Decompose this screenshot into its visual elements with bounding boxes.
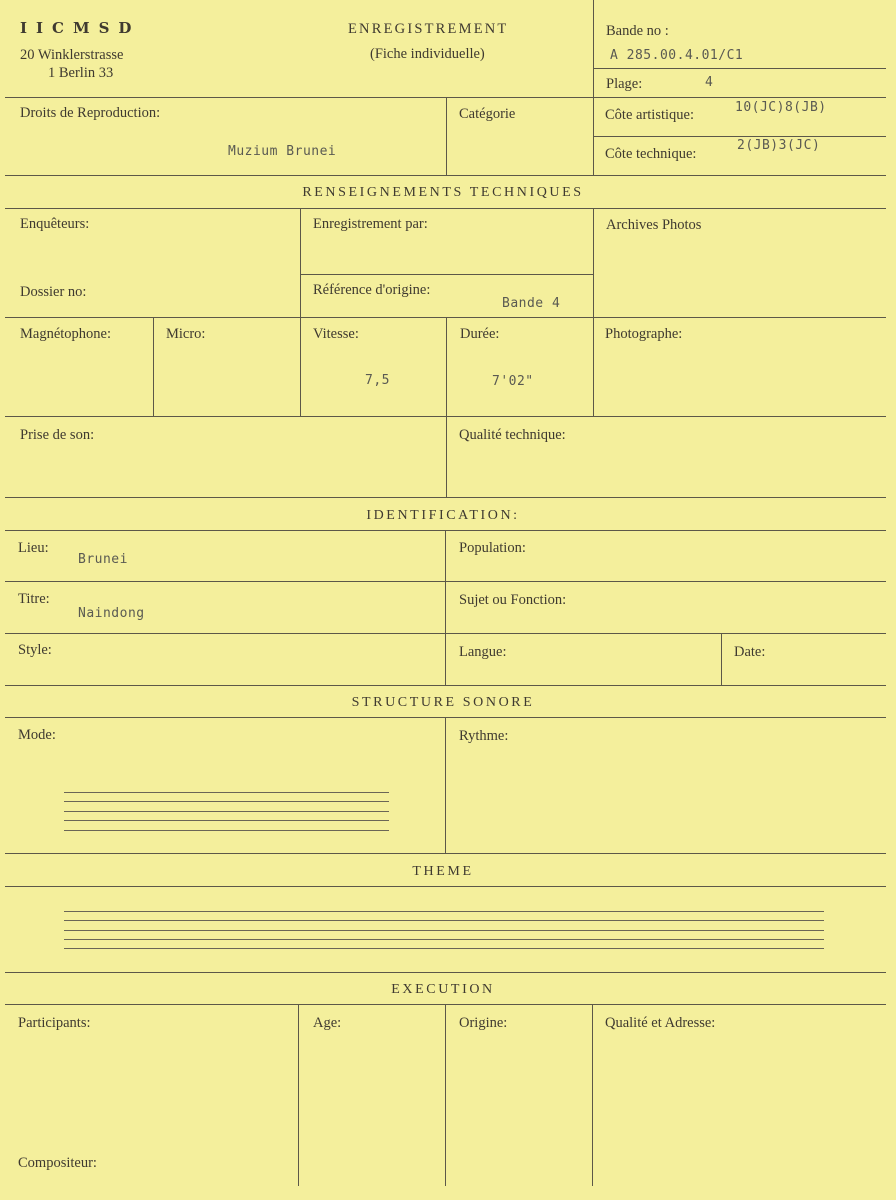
divider [5,581,886,582]
divider [445,1004,446,1186]
divider [593,136,886,137]
population-label: Population: [459,540,526,556]
divider [5,497,886,498]
ruled-line [64,820,389,821]
address-line-2: 1 Berlin 33 [48,65,114,81]
date-label: Date: [734,644,766,660]
org-logo: IICMSD [20,19,141,37]
divider [721,633,722,686]
qualite-adresse-label: Qualité et Adresse: [605,1015,716,1031]
droits-value: Muzium Brunei [228,144,337,159]
divider [5,175,886,176]
divider [5,685,886,686]
ruled-line [64,920,824,921]
rythme-label: Rythme: [459,728,509,744]
divider [593,208,594,417]
enregistrement-par-label: Enregistrement par: [313,216,428,232]
langue-label: Langue: [459,644,507,660]
reference-value: Bande 4 [502,296,561,311]
ruled-line [64,930,824,931]
divider [592,1004,593,1186]
form-subtitle: (Fiche individuelle) [370,46,485,62]
divider [5,416,886,417]
divider [300,208,301,417]
section-execution-heading: EXECUTION [391,982,495,997]
duree-value: 7'02" [492,374,534,389]
section-identification-heading: IDENTIFICATION: [366,508,520,523]
divider [593,0,594,98]
divider [5,972,886,973]
ruled-line [64,792,389,793]
magnetophone-label: Magnétophone: [20,326,112,342]
cote-artistique-value: 10(JC)8(JB) [735,100,827,115]
divider [300,274,593,275]
micro-label: Micro: [166,326,206,342]
reference-label: Référence d'origine: [313,282,431,298]
prise-de-son-label: Prise de son: [20,427,95,443]
divider [5,208,886,209]
divider [5,853,886,854]
divider [298,1004,299,1186]
divider [445,530,446,686]
participants-label: Participants: [18,1015,91,1031]
divider [5,886,886,887]
categorie-label: Catégorie [459,106,516,122]
dossier-label: Dossier no: [20,284,87,300]
section-theme-heading: THEME [412,864,474,879]
section-structure-heading: STRUCTURE SONORE [351,695,535,710]
titre-label: Titre: [18,591,50,607]
divider [445,717,446,854]
vitesse-value: 7,5 [365,373,390,388]
archives-label: Archives Photos [606,217,702,233]
vitesse-label: Vitesse: [313,326,359,342]
titre-value: Naindong [78,606,145,621]
divider [593,68,886,69]
divider [5,633,886,634]
style-label: Style: [18,642,52,658]
ruled-line [64,948,824,949]
bande-label: Bande no : [606,23,669,39]
age-label: Age: [313,1015,342,1031]
mode-label: Mode: [18,727,56,743]
lieu-value: Brunei [78,552,128,567]
cote-artistique-label: Côte artistique: [605,107,694,123]
bande-value: A 285.00.4.01/C1 [610,48,744,63]
lieu-label: Lieu: [18,540,49,556]
ruled-line [64,801,389,802]
plage-label: Plage: [606,76,643,92]
ruled-line [64,939,824,940]
address-line-1: 20 Winklerstrasse [20,47,124,63]
duree-label: Durée: [460,326,500,342]
ruled-line [64,830,389,831]
origine-label: Origine: [459,1015,508,1031]
compositeur-label: Compositeur: [18,1155,97,1171]
cote-technique-label: Côte technique: [605,146,697,162]
divider [446,97,447,176]
ruled-line [64,911,824,912]
photographe-label: Photographe: [605,326,683,342]
form-title: ENREGISTREMENT [348,21,509,37]
ruled-line [64,811,389,812]
sujet-label: Sujet ou Fonction: [459,592,567,608]
plage-value: 4 [705,75,714,90]
divider [446,317,447,498]
section-technique-heading: RENSEIGNEMENTS TECHNIQUES [302,185,584,200]
qualite-technique-label: Qualité technique: [459,427,566,443]
enqueteurs-label: Enquêteurs: [20,216,90,232]
cote-technique-value: 2(JB)3(JC) [737,138,821,153]
droits-label: Droits de Reproduction: [20,105,161,121]
divider [153,317,154,417]
